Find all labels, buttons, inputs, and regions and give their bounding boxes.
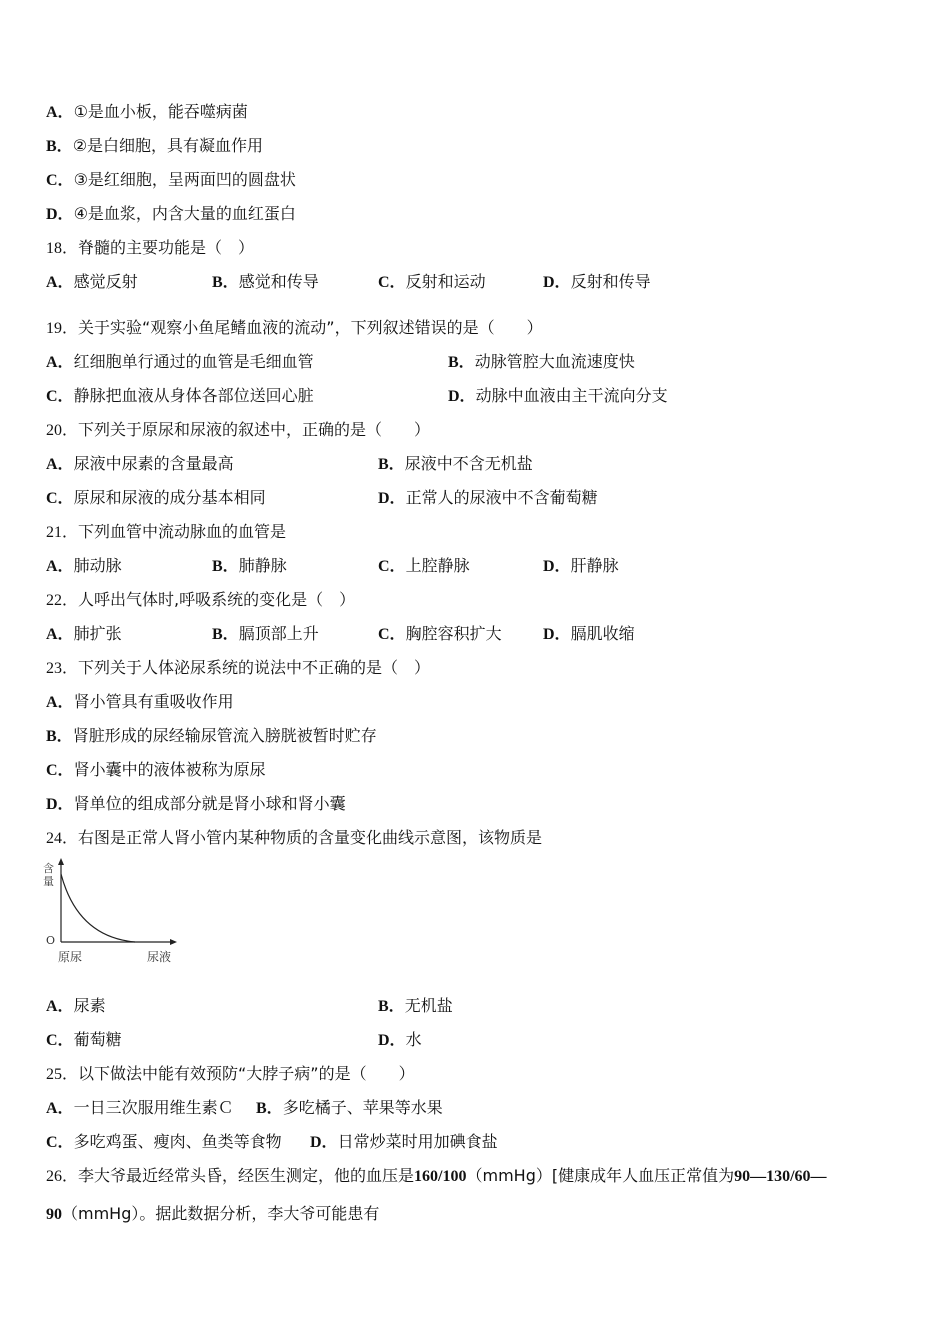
question-number: 18． — [46, 240, 79, 257]
option-letter: B． — [448, 354, 475, 371]
q18-option-d[interactable] — [543, 272, 651, 293]
question-number: 20． — [46, 422, 79, 439]
option-letter: D． — [46, 796, 74, 813]
option-letter: B． — [378, 456, 405, 473]
question-text: 关于实验“观察小鱼尾鳍血液的流动”，下列叙述错误的是（ ） — [78, 318, 543, 337]
q17-option-a[interactable] — [46, 102, 248, 123]
option-letter: C． — [378, 274, 406, 291]
q22-option-b[interactable] — [212, 624, 319, 645]
q25-option-c[interactable] — [46, 1132, 282, 1153]
option-text: 肝静脉 — [570, 556, 619, 575]
question-text: 下列关于人体泌尿系统的说法中不正确的是（ ） — [78, 658, 431, 677]
q18-option-b[interactable] — [212, 272, 319, 293]
q19-option-b[interactable] — [448, 352, 635, 373]
q25-stem — [46, 1064, 415, 1085]
question-number: 23． — [46, 660, 79, 677]
q24-curve-graph — [40, 858, 185, 968]
option-text: 红细胞单行通过的血管是毛细血管 — [73, 352, 314, 371]
q23-option-a[interactable] — [46, 692, 234, 713]
option-letter: A． — [46, 456, 74, 473]
q22-stem — [46, 590, 355, 611]
option-letter: B． — [212, 274, 239, 291]
x-axis-arrow-icon — [170, 939, 177, 945]
option-letter: D． — [543, 626, 571, 643]
q20-option-b[interactable] — [378, 454, 533, 475]
option-letter: A． — [46, 1100, 74, 1117]
question-text: 下列关于原尿和尿液的叙述中，正确的是（ ） — [78, 420, 431, 439]
q24-option-a[interactable] — [46, 996, 106, 1017]
y-axis-arrow-icon — [58, 858, 64, 865]
q26-stem-line-2 — [46, 1204, 379, 1225]
option-text: 肺动脉 — [73, 556, 122, 575]
q18-stem — [46, 238, 254, 259]
option-text: 感觉反射 — [73, 272, 138, 291]
q21-option-d[interactable] — [543, 556, 619, 577]
q22-option-a[interactable] — [46, 624, 122, 645]
question-text-cont: （mmHg）。据此数据分析，李大爷可能患有 — [62, 1204, 380, 1223]
option-text: 多吃橘子、苹果等水果 — [282, 1098, 443, 1117]
option-letter: B． — [256, 1100, 283, 1117]
content-curve — [61, 874, 135, 942]
question-text: 人呼出气体时,呼吸系统的变化是（ ） — [78, 590, 356, 609]
question-number: 19． — [46, 320, 79, 337]
q25-option-a[interactable] — [46, 1098, 234, 1119]
question-text: 脊髓的主要功能是（ ） — [78, 238, 255, 257]
option-text: ③是红细胞，呈两面凹的圆盘状 — [73, 170, 296, 189]
option-letter: A． — [46, 558, 74, 575]
option-text: 感觉和传导 — [238, 272, 319, 291]
option-letter: A． — [46, 354, 74, 371]
option-text: 多吃鸡蛋、瘦肉、鱼类等食物 — [73, 1132, 282, 1151]
q20-option-a[interactable] — [46, 454, 234, 475]
q24-option-b[interactable] — [378, 996, 453, 1017]
question-number: 22． — [46, 592, 79, 609]
option-text: 肺静脉 — [238, 556, 287, 575]
option-text: 肾小管具有重吸收作用 — [73, 692, 234, 711]
option-text: 上腔静脉 — [405, 556, 470, 575]
option-text: 动脉中血液由主干流向分支 — [475, 386, 668, 405]
q20-stem — [46, 420, 430, 441]
option-text: 反射和运动 — [405, 272, 486, 291]
q24-option-c[interactable] — [46, 1030, 122, 1051]
q22-option-d[interactable] — [543, 624, 635, 645]
q24-stem — [46, 828, 542, 849]
option-text: 肾小囊中的液体被称为原尿 — [73, 760, 266, 779]
q23-stem — [46, 658, 430, 679]
option-letter: C． — [46, 490, 74, 507]
q19-option-c[interactable] — [46, 386, 314, 407]
option-text: 葡萄糖 — [73, 1030, 122, 1049]
option-text: ②是白细胞，具有凝血作用 — [72, 136, 264, 155]
q21-option-a[interactable] — [46, 556, 122, 577]
q25-option-b[interactable] — [256, 1098, 443, 1119]
option-letter: C． — [46, 1134, 74, 1151]
option-letter: B． — [212, 558, 239, 575]
q20-option-d[interactable] — [378, 488, 598, 509]
x-start-label: 原尿 — [58, 950, 83, 964]
option-text: 水 — [405, 1030, 422, 1049]
option-letter: C． — [46, 1032, 74, 1049]
option-text: 膈顶部上升 — [238, 624, 319, 643]
option-text: 尿素 — [73, 996, 106, 1015]
origin-label: O — [46, 934, 56, 947]
q17-option-b[interactable] — [46, 136, 263, 157]
y-axis-label-bottom: 量 — [43, 875, 54, 888]
option-text: 正常人的尿液中不含葡萄糖 — [405, 488, 598, 507]
option-text: 尿液中不含无机盐 — [404, 454, 533, 473]
option-text: 胸腔容积扩大 — [405, 624, 502, 643]
option-letter: D． — [543, 274, 571, 291]
option-text: 原尿和尿液的成分基本相同 — [73, 488, 266, 507]
q22-option-c[interactable] — [378, 624, 502, 645]
option-letter: D． — [543, 558, 571, 575]
option-text: 尿液中尿素的含量最高 — [73, 454, 234, 473]
option-letter: D． — [448, 388, 476, 405]
option-text: 日常炒菜时用加碘食盐 — [337, 1132, 498, 1151]
option-letter: A． — [46, 998, 74, 1015]
y-axis-label-top: 含 — [43, 862, 54, 875]
option-letter: C． — [46, 172, 74, 189]
q23-option-c[interactable] — [46, 760, 266, 781]
option-letter: D． — [310, 1134, 338, 1151]
question-text: 以下做法中能有效预防“大脖子病”的是（ ） — [78, 1064, 415, 1083]
option-letter: C． — [46, 762, 74, 779]
option-text: 动脉管腔大血流速度快 — [474, 352, 635, 371]
normal-range-end: 90 — [46, 1206, 62, 1223]
question-text: 下列血管中流动脉血的血管是 — [78, 522, 287, 541]
q21-stem — [46, 522, 286, 543]
question-number: 26． — [46, 1168, 79, 1185]
option-text: 肺扩张 — [73, 624, 122, 643]
option-text: ④是血浆，内含大量的血红蛋白 — [73, 204, 296, 223]
option-letter: D． — [378, 490, 406, 507]
blood-pressure-value: 160/100 — [414, 1168, 467, 1185]
option-letter: A． — [46, 626, 74, 643]
option-letter: A． — [46, 274, 74, 291]
option-letter: D． — [378, 1032, 406, 1049]
option-letter: C． — [378, 558, 406, 575]
q24-option-d[interactable] — [378, 1030, 422, 1051]
q21-option-b[interactable] — [212, 556, 287, 577]
option-letter: A． — [46, 694, 74, 711]
q23-option-d[interactable] — [46, 794, 346, 815]
option-letter: A． — [46, 104, 74, 121]
q19-option-d[interactable] — [448, 386, 668, 407]
option-letter: B． — [46, 728, 73, 745]
option-letter: C． — [378, 626, 406, 643]
q19-option-a[interactable] — [46, 352, 314, 373]
option-letter: D． — [46, 206, 74, 223]
q19-stem — [46, 318, 543, 339]
normal-range-value: 90—130/60— — [734, 1168, 827, 1185]
question-text: 右图是正常人肾小管内某种物质的含量变化曲线示意图，该物质是 — [78, 828, 543, 847]
question-number: 25． — [46, 1066, 79, 1083]
option-text: 无机盐 — [404, 996, 453, 1015]
option-letter: B． — [378, 998, 405, 1015]
q18-option-c[interactable] — [378, 272, 486, 293]
question-text: 李大爷最近经常头昏，经医生测定，他的血压是 — [78, 1166, 415, 1185]
q23-option-b[interactable] — [46, 726, 377, 747]
question-number: 21． — [46, 524, 79, 541]
option-text: ①是血小板，能吞噬病菌 — [73, 102, 248, 121]
unit-text: （mmHg）[健康成年人血压正常值为 — [466, 1166, 735, 1185]
q17-option-c[interactable] — [46, 170, 296, 191]
option-text: 静脉把血液从身体各部位送回心脏 — [73, 386, 314, 405]
q21-option-c[interactable] — [378, 556, 470, 577]
question-number: 24． — [46, 830, 79, 847]
option-letter: B． — [212, 626, 239, 643]
option-text: 一日三次服用维生素Ｃ — [73, 1098, 234, 1117]
x-end-label: 尿液 — [147, 950, 172, 964]
option-text: 肾单位的组成部分就是肾小球和肾小囊 — [73, 794, 346, 813]
option-text: 反射和传导 — [570, 272, 651, 291]
option-text: 膈肌收缩 — [570, 624, 635, 643]
q26-stem-line-1 — [46, 1166, 827, 1187]
q20-option-c[interactable] — [46, 488, 266, 509]
q25-option-d[interactable] — [310, 1132, 498, 1153]
option-letter: B． — [46, 138, 73, 155]
option-letter: C． — [46, 388, 74, 405]
q17-option-d[interactable] — [46, 204, 296, 225]
q18-option-a[interactable] — [46, 272, 138, 293]
option-text: 肾脏形成的尿经输尿管流入膀胱被暂时贮存 — [72, 726, 377, 745]
